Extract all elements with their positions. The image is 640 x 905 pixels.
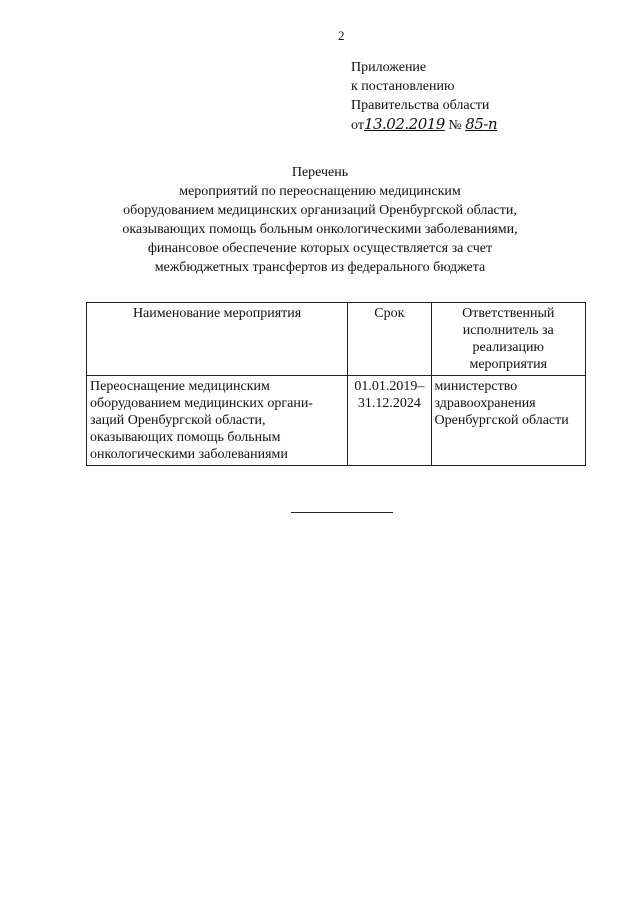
cell-name-line: Переоснащение медицинским <box>90 379 270 394</box>
header-term: Срок <box>348 303 431 376</box>
appendix-line-2: к постановлению <box>351 79 455 94</box>
title-line-4: оказывающих помощь больным онкологическими заболеваниями, <box>122 222 518 237</box>
cell-name-line: заций Оренбургской области, <box>90 413 266 428</box>
header-executor-line: реализацию <box>472 340 544 355</box>
appendix-block <box>351 58 497 135</box>
title-line-1: Перечень <box>291 165 349 180</box>
appendix-line-3: Правительства области <box>351 98 490 113</box>
cell-term-line: 01.01.2019– <box>354 379 425 394</box>
number-handwritten: 85-п <box>465 115 498 133</box>
document-title <box>0 163 640 277</box>
appendix-date-line <box>351 115 497 135</box>
appendix-line-1: Приложение <box>351 60 427 75</box>
header-executor-line: Ответственный <box>462 306 555 321</box>
title-line-2: мероприятий по переоснащению медицинским <box>179 184 461 199</box>
title-line-3: оборудованием медицинских организаций Оренбургской области, <box>123 203 517 218</box>
cell-executor <box>431 376 586 466</box>
header-name: Наименование мероприятия <box>87 303 348 376</box>
measures-table <box>86 302 586 466</box>
cell-term-line: 31.12.2024 <box>357 396 421 411</box>
table-row <box>87 376 586 466</box>
cell-name-line: оказывающих помощь больным <box>90 430 281 445</box>
title-line-5: финансовое обеспечение которых осуществляется за счет <box>147 241 493 256</box>
table-header-row <box>87 303 586 376</box>
cell-term <box>348 376 431 466</box>
cell-name <box>87 376 348 466</box>
cell-executor-line: министерство <box>434 379 518 394</box>
header-executor-line: исполнитель за <box>462 323 554 338</box>
page-number: 2 <box>338 28 345 43</box>
header-executor <box>431 303 586 376</box>
cell-executor-line: Оренбургской области <box>434 413 569 428</box>
end-separator-line <box>291 512 393 513</box>
header-executor-line: мероприятия <box>469 357 548 372</box>
cell-name-line: онкологическими заболеваниями <box>90 447 288 462</box>
date-handwritten: 13.02.2019 <box>363 115 445 133</box>
cell-executor-line: здравоохранения <box>434 396 536 411</box>
title-line-6: межбюджетных трансфертов из федерального бюджета <box>154 260 486 275</box>
date-prefix: от <box>351 118 364 133</box>
cell-name-line: оборудованием медицинских органи- <box>90 396 313 411</box>
number-prefix: № <box>448 118 462 133</box>
